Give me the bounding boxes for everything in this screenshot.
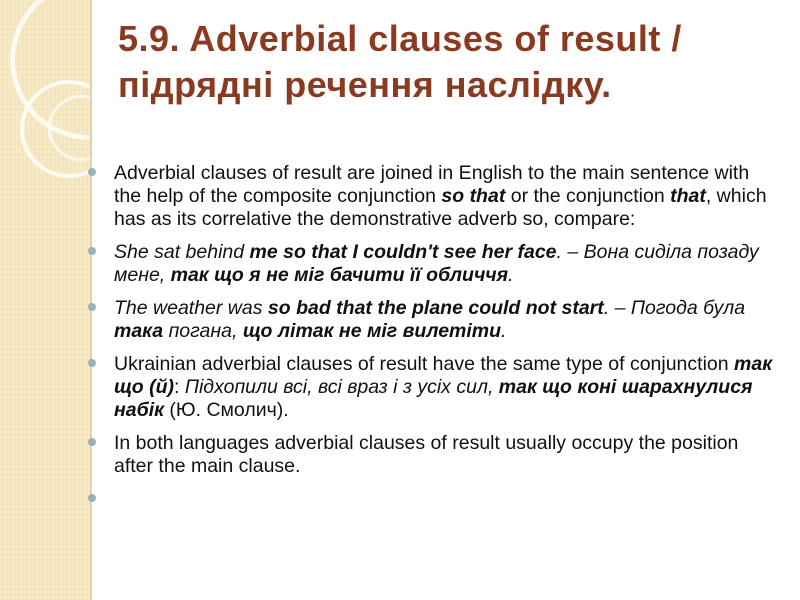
bullet-text xyxy=(114,353,778,422)
bullet-dot-icon xyxy=(88,247,96,255)
bullet-text-run: The weather was xyxy=(114,297,268,319)
bullet-text-run: so that xyxy=(441,185,506,207)
bullet-list xyxy=(88,162,778,521)
bullet-text xyxy=(114,432,778,478)
bullet-text xyxy=(114,241,778,287)
bullet-text-run: In both languages adverbial clauses of result usually occupy the position after the main clause. xyxy=(114,432,739,477)
bullet-text xyxy=(114,162,778,231)
bullet-text-run: that xyxy=(670,185,706,207)
bullet-text-run: Підхопили всі, всі враз і з усіх сил, xyxy=(184,376,499,398)
slide-title-line-1: 5.9. Adverbial clauses of result / xyxy=(118,18,682,59)
bullet-text-run: so bad that the plane could not start xyxy=(267,297,604,319)
bullet-text-run: , which has as its correlative the demonstrative adverb so, compare: xyxy=(114,185,767,230)
bullet-text-run: погана, xyxy=(163,320,243,342)
bullet-item xyxy=(88,432,778,478)
bullet-text-run: me so that I couldn't see her face xyxy=(249,241,557,263)
bullet-text-run: : xyxy=(173,376,185,398)
bullet-item xyxy=(88,297,778,343)
bullet-dot-icon xyxy=(88,359,96,367)
bullet-text-run: or the conjunction xyxy=(505,185,671,207)
bullet-text-run: She sat behind xyxy=(114,241,250,263)
decorative-sidebar xyxy=(0,0,90,600)
bullet-text-run: що літак не міг вилетіти xyxy=(242,320,502,342)
bullet-item xyxy=(88,353,778,422)
bullet-text-run: Adverbial clauses of result are joined in English to the main sentence with the help of the composite conjunction xyxy=(114,162,750,207)
bullet-text-run: так що (й) xyxy=(114,353,773,398)
bullet-text-run: . xyxy=(508,264,514,286)
bullet-dot-icon xyxy=(88,438,96,446)
bullet-text-run: . xyxy=(501,320,507,342)
bullet-text-run: така xyxy=(114,320,164,342)
bullet-dot-icon xyxy=(88,494,96,502)
bullet-text-run: . – Вона сиділа позаду мене, xyxy=(114,241,759,286)
bullet-dot-icon xyxy=(88,303,96,311)
slide-title xyxy=(118,16,778,108)
bullet-text-run: так що я не міг бачити її обличчя xyxy=(170,264,509,286)
bullet-text-run: . – Погода була xyxy=(603,297,746,319)
bullet-item xyxy=(88,488,778,511)
bullet-dot-icon xyxy=(88,168,96,176)
slide-title-line-2: підрядні речення наслідку. xyxy=(118,64,612,105)
bullet-text xyxy=(114,297,778,343)
bullet-text-run: так що коні шарахнулися набік xyxy=(114,376,753,421)
bullet-text xyxy=(114,488,778,511)
bullet-item xyxy=(88,162,778,231)
bullet-text-run: (Ю. Смолич). xyxy=(164,399,289,421)
bullet-text-run: Ukrainian adverbial clauses of result have the same type of conjunction xyxy=(114,353,735,375)
bullet-item xyxy=(88,241,778,287)
